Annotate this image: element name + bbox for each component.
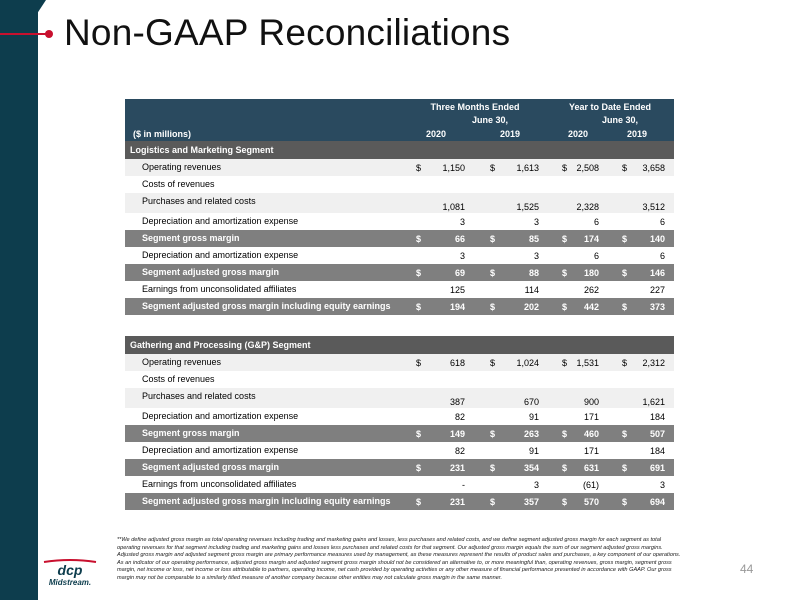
currency-symbol: $: [562, 163, 568, 173]
cell-value: 357: [523, 497, 539, 507]
cell-value: 146: [649, 268, 665, 278]
currency-symbol: $: [622, 234, 628, 244]
row-label: Segment adjusted gross margin including equity earnings: [142, 301, 391, 311]
cell-value: 1,621: [642, 397, 665, 407]
cell-value: 3: [459, 251, 465, 261]
row-label: Costs of revenues: [142, 179, 215, 189]
side-bar: [0, 0, 38, 600]
cell-value: 3: [459, 217, 465, 227]
table-header-row: [125, 126, 674, 141]
cell-value: 3: [533, 480, 539, 490]
currency-symbol: $: [490, 302, 496, 312]
currency-symbol: $: [562, 463, 568, 473]
currency-symbol: $: [622, 497, 628, 507]
currency-symbol: $: [416, 268, 422, 278]
header-units: ($ in millions): [133, 129, 192, 139]
subtotal-row: [125, 264, 674, 281]
currency-symbol: $: [416, 163, 422, 173]
footnote: **We define adjusted gross margin as total operating revenues including trading and marketing gains and losses, less purchases and related costs, and we define segment adjusted gross margin for each segment as total operating revenues for that segment including trading and marketing gains and losses less purchases and related costs for that segment. Our adjusted gross margin equals the sum of our segment adjusted gross margins. Adjusted gross margin and adjusted segment gross margin are primary performance measures used by management, as these measures represent the results of product sales and purchases, a key component of our operations. As an indicator of our operating performance, adjusted gross margin and adjusted segment gross margin should not be considered an alternative to, or more meaningful than, operating revenues, gross margin, segment gross margin, net income or loss, net income or loss attributable to partners, operating income, net cash provided by operating activities or any other measure of financial performance presented in accordance with GAAP. Our gross margin may not be comparable to a similarly titled measure of another company because other entities may not calculate gross margin in the same manner.: [117, 537, 681, 581]
cell-value: 1,531: [576, 358, 599, 368]
cell-value: 1,024: [516, 358, 539, 368]
cell-value: 3,512: [642, 202, 665, 212]
row-label: Depreciation and amortization expense: [142, 445, 299, 455]
row-label: Depreciation and amortization expense: [142, 250, 299, 260]
cell-value: 1,525: [516, 202, 539, 212]
section-spacer: [125, 315, 674, 336]
cell-value: (61): [582, 480, 599, 490]
cell-value: 3: [533, 217, 539, 227]
cell-value: 149: [449, 429, 465, 439]
subtotal-row: [125, 298, 674, 315]
cell-value: 171: [583, 412, 599, 422]
cell-value: 900: [583, 397, 599, 407]
header-group-year-to-date: Year to Date Ended: [568, 102, 652, 112]
currency-symbol: $: [622, 429, 628, 439]
table-row: [125, 159, 674, 176]
currency-symbol: $: [490, 429, 496, 439]
title-accent-line: [0, 33, 48, 35]
table-row: [125, 176, 674, 193]
header-year: 2020: [425, 129, 447, 139]
cell-value: 691: [649, 463, 665, 473]
table-row: [125, 247, 674, 264]
row-label: Operating revenues: [142, 162, 222, 172]
currency-symbol: $: [490, 497, 496, 507]
currency-symbol: $: [490, 358, 496, 368]
header-year: 2019: [626, 129, 648, 139]
section-header: [125, 141, 674, 159]
row-label: Segment adjusted gross margin including equity earnings: [142, 496, 391, 506]
cell-value: 82: [454, 446, 465, 456]
page-title: Non-GAAP Reconciliations: [64, 12, 511, 53]
cell-value: 180: [583, 268, 599, 278]
logo-bottom-text: Midstream.: [48, 578, 92, 587]
row-label: Operating revenues: [142, 357, 222, 367]
title-accent-dot: [45, 30, 53, 38]
currency-symbol: $: [562, 429, 568, 439]
currency-symbol: $: [622, 163, 628, 173]
currency-symbol: $: [562, 234, 568, 244]
cell-value: 1,150: [442, 163, 465, 173]
currency-symbol: $: [562, 497, 568, 507]
logo-top-text: dcp: [57, 562, 83, 578]
currency-symbol: $: [490, 234, 496, 244]
section-header: [125, 336, 674, 354]
cell-value: 670: [523, 397, 539, 407]
table-row: [125, 408, 674, 425]
cell-value: 354: [523, 463, 539, 473]
cell-value: 88: [528, 268, 539, 278]
header-group-three-months: Three Months Ended: [430, 102, 520, 112]
cell-value: 460: [583, 429, 599, 439]
table-row: [125, 388, 674, 408]
cell-value: 694: [649, 497, 665, 507]
cell-value: 91: [528, 446, 539, 456]
cell-value: 227: [649, 285, 665, 295]
row-label: Segment adjusted gross margin: [142, 267, 280, 277]
cell-value: 618: [449, 358, 465, 368]
table-header-row: [125, 114, 674, 126]
currency-symbol: $: [622, 358, 628, 368]
row-label: Depreciation and amortization expense: [142, 216, 299, 226]
subtotal-row: [125, 493, 674, 510]
cell-value: 3: [533, 251, 539, 261]
currency-symbol: $: [416, 463, 422, 473]
currency-symbol: $: [622, 302, 628, 312]
table-row: [125, 193, 674, 213]
cell-value: 171: [583, 446, 599, 456]
header-group-sub: June 30,: [601, 115, 639, 125]
currency-symbol: $: [622, 463, 628, 473]
cell-value: 6: [659, 217, 665, 227]
dcp-midstream-logo: [40, 558, 100, 588]
cell-value: 184: [649, 446, 665, 456]
currency-symbol: $: [416, 497, 422, 507]
row-label: Purchases and related costs: [142, 196, 256, 206]
currency-symbol: $: [490, 163, 496, 173]
table-header-row: [125, 99, 674, 114]
page-number: 44: [740, 562, 754, 576]
cell-value: 202: [523, 302, 539, 312]
cell-value: 263: [523, 429, 539, 439]
cell-value: 2,328: [576, 202, 599, 212]
header-group-sub: June 30,: [471, 115, 509, 125]
cell-value: 3: [659, 480, 665, 490]
cell-value: 6: [593, 217, 599, 227]
cell-value: -: [462, 480, 465, 490]
reconciliation-table: [125, 99, 674, 510]
row-label: Earnings from unconsolidated affiliates: [142, 479, 297, 489]
currency-symbol: $: [416, 302, 422, 312]
table-row: [125, 476, 674, 493]
row-label: Costs of revenues: [142, 374, 215, 384]
cell-value: 6: [593, 251, 599, 261]
table-row: [125, 442, 674, 459]
cell-value: 69: [454, 268, 465, 278]
currency-symbol: $: [490, 463, 496, 473]
cell-value: 442: [583, 302, 599, 312]
cell-value: 231: [449, 463, 465, 473]
cell-value: 184: [649, 412, 665, 422]
cell-value: 194: [449, 302, 465, 312]
currency-symbol: $: [416, 358, 422, 368]
cell-value: 1,081: [442, 202, 465, 212]
cell-value: 1,613: [516, 163, 539, 173]
table-row: [125, 281, 674, 298]
currency-symbol: $: [562, 358, 568, 368]
row-label: Purchases and related costs: [142, 391, 256, 401]
currency-symbol: $: [562, 302, 568, 312]
currency-symbol: $: [622, 268, 628, 278]
header-year: 2019: [499, 129, 521, 139]
section-title: Gathering and Processing (G&P) Segment: [130, 340, 311, 350]
subtotal-row: [125, 425, 674, 442]
currency-symbol: $: [416, 429, 422, 439]
cell-value: 114: [524, 285, 539, 295]
cell-value: 66: [454, 234, 465, 244]
row-label: Segment gross margin: [142, 233, 240, 243]
currency-symbol: $: [416, 234, 422, 244]
header-year: 2020: [567, 129, 589, 139]
cell-value: 631: [583, 463, 599, 473]
subtotal-row: [125, 230, 674, 247]
row-label: Earnings from unconsolidated affiliates: [142, 284, 297, 294]
row-label: Depreciation and amortization expense: [142, 411, 299, 421]
cell-value: 140: [649, 234, 665, 244]
table-row: [125, 354, 674, 371]
table-row: [125, 213, 674, 230]
cell-value: 231: [449, 497, 465, 507]
cell-value: 2,508: [576, 163, 599, 173]
cell-value: 507: [649, 429, 665, 439]
table-row: [125, 371, 674, 388]
side-bar-diagonal: [0, 0, 46, 70]
section-title: Logistics and Marketing Segment: [130, 145, 274, 155]
row-label: Segment adjusted gross margin: [142, 462, 280, 472]
currency-symbol: $: [490, 268, 496, 278]
cell-value: 387: [449, 397, 465, 407]
cell-value: 570: [583, 497, 599, 507]
cell-value: 262: [583, 285, 599, 295]
cell-value: 174: [583, 234, 599, 244]
cell-value: 85: [528, 234, 539, 244]
row-label: Segment gross margin: [142, 428, 240, 438]
cell-value: 125: [449, 285, 465, 295]
cell-value: 6: [659, 251, 665, 261]
cell-value: 373: [649, 302, 665, 312]
cell-value: 82: [454, 412, 465, 422]
cell-value: 2,312: [642, 358, 665, 368]
currency-symbol: $: [562, 268, 568, 278]
cell-value: 3,658: [642, 163, 665, 173]
subtotal-row: [125, 459, 674, 476]
cell-value: 91: [528, 412, 539, 422]
